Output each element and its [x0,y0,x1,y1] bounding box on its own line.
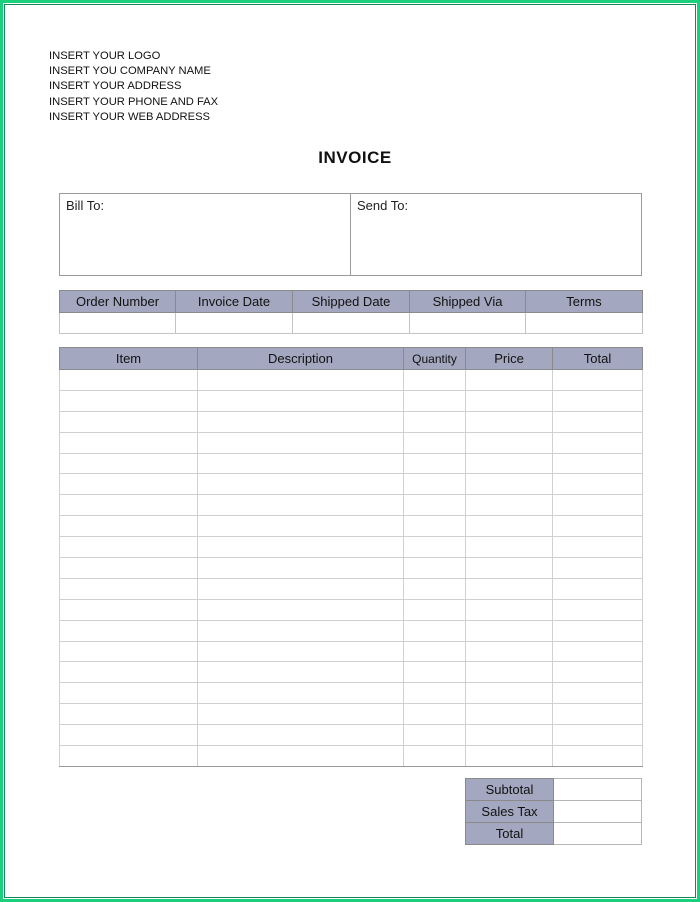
shipped-date-cell[interactable] [293,313,410,334]
shipped-date-header: Shipped Date [293,291,410,313]
totals-table [465,778,642,845]
invoice-date-header: Invoice Date [176,291,293,313]
order-info-table [59,290,643,334]
table-row [60,474,643,495]
item-cell[interactable] [60,683,198,704]
total-cell[interactable] [553,704,643,725]
quantity-cell[interactable] [404,641,466,662]
table-row [60,641,643,662]
quantity-cell[interactable] [404,620,466,641]
description-header: Description [198,348,404,370]
quantity-cell[interactable] [404,474,466,495]
item-cell[interactable] [60,495,198,516]
price-cell[interactable] [466,390,553,411]
description-cell[interactable] [198,474,404,495]
description-cell[interactable] [198,537,404,558]
item-cell[interactable] [60,704,198,725]
price-cell[interactable] [466,620,553,641]
quantity-header: Quantity [404,348,466,370]
terms-cell[interactable] [526,313,643,334]
company-name-placeholder: INSERT YOU COMPANY NAME [49,65,211,78]
item-cell[interactable] [60,453,198,474]
total-cell[interactable] [553,725,643,746]
table-row [60,516,643,537]
item-cell[interactable] [60,474,198,495]
total-cell[interactable] [553,662,643,683]
order-number-cell[interactable] [60,313,176,334]
quantity-cell[interactable] [404,558,466,579]
description-cell[interactable] [198,578,404,599]
description-cell[interactable] [198,516,404,537]
item-cell[interactable] [60,516,198,537]
total-row [466,823,642,845]
price-cell[interactable] [466,704,553,725]
total-cell[interactable] [553,495,643,516]
price-header: Price [466,348,553,370]
items-body [60,370,643,767]
description-cell[interactable] [198,620,404,641]
price-cell[interactable] [466,662,553,683]
address-box [59,193,642,276]
item-cell[interactable] [60,558,198,579]
price-cell[interactable] [466,558,553,579]
price-cell[interactable] [466,537,553,558]
quantity-cell[interactable] [404,725,466,746]
item-cell[interactable] [60,599,198,620]
table-row [60,662,643,683]
table-row [60,746,643,767]
table-row [60,537,643,558]
subtotal-label: Subtotal [466,779,554,801]
price-cell[interactable] [466,453,553,474]
item-header: Item [60,348,198,370]
total-cell[interactable] [553,474,643,495]
items-header-row [60,348,643,370]
terms-header: Terms [526,291,643,313]
description-cell[interactable] [198,599,404,620]
description-cell[interactable] [198,370,404,391]
description-cell[interactable] [198,390,404,411]
item-cell[interactable] [60,746,198,767]
item-cell[interactable] [60,432,198,453]
description-cell[interactable] [198,432,404,453]
quantity-cell[interactable] [404,704,466,725]
send-to-label: Send To: [357,198,409,213]
description-cell[interactable] [198,725,404,746]
subtotal-row [466,779,642,801]
total-cell[interactable] [553,683,643,704]
total-value[interactable] [554,823,642,845]
bill-to-field[interactable] [60,194,350,275]
price-cell[interactable] [466,370,553,391]
total-header: Total [553,348,643,370]
total-label: Total [466,823,554,845]
price-cell[interactable] [466,725,553,746]
table-row [60,453,643,474]
item-cell[interactable] [60,411,198,432]
total-cell[interactable] [553,558,643,579]
quantity-cell[interactable] [404,495,466,516]
bill-to-label: Bill To: [66,198,105,213]
line-items-table [59,347,643,767]
total-cell[interactable] [553,599,643,620]
company-web-placeholder: INSERT YOUR WEB ADDRESS [49,110,211,123]
quantity-cell[interactable] [404,537,466,558]
quantity-cell[interactable] [404,411,466,432]
table-row [60,390,643,411]
quantity-cell[interactable] [404,516,466,537]
price-cell[interactable] [466,683,553,704]
item-cell[interactable] [60,537,198,558]
total-cell[interactable] [553,390,643,411]
sales-tax-value[interactable] [554,801,642,823]
table-row [60,725,643,746]
table-row [60,558,643,579]
price-cell[interactable] [466,746,553,767]
description-cell[interactable] [198,662,404,683]
quantity-cell[interactable] [404,599,466,620]
invoice-title: INVOICE [318,148,392,167]
quantity-cell[interactable] [404,432,466,453]
description-cell[interactable] [198,704,404,725]
item-cell[interactable] [60,641,198,662]
total-cell[interactable] [553,641,643,662]
price-cell[interactable] [466,641,553,662]
table-row [60,683,643,704]
sales-tax-label: Sales Tax [466,801,554,823]
item-cell[interactable] [60,725,198,746]
table-row [60,578,643,599]
quantity-cell[interactable] [404,683,466,704]
total-cell[interactable] [553,370,643,391]
subtotal-value[interactable] [554,779,642,801]
description-cell[interactable] [198,558,404,579]
total-cell[interactable] [553,537,643,558]
quantity-cell[interactable] [404,453,466,474]
quantity-cell[interactable] [404,662,466,683]
description-cell[interactable] [198,641,404,662]
order-input-row [60,313,643,334]
item-cell[interactable] [60,662,198,683]
description-cell[interactable] [198,683,404,704]
total-cell[interactable] [553,516,643,537]
total-cell[interactable] [553,578,643,599]
price-cell[interactable] [466,599,553,620]
quantity-cell[interactable] [404,390,466,411]
table-row [60,495,643,516]
order-number-header: Order Number [60,291,176,313]
price-cell[interactable] [466,495,553,516]
total-cell[interactable] [553,620,643,641]
description-cell[interactable] [198,495,404,516]
total-cell[interactable] [553,432,643,453]
order-header-row [60,291,643,313]
company-logo-placeholder: INSERT YOUR LOGO [49,50,161,62]
table-row [60,432,643,453]
table-row [60,599,643,620]
table-row [60,370,643,391]
item-cell[interactable] [60,620,198,641]
company-info [49,49,218,125]
item-cell[interactable] [60,390,198,411]
price-cell[interactable] [466,432,553,453]
description-cell[interactable] [198,453,404,474]
price-cell[interactable] [466,516,553,537]
item-cell[interactable] [60,370,198,391]
shipped-via-cell[interactable] [410,313,526,334]
total-cell[interactable] [553,746,643,767]
quantity-cell[interactable] [404,578,466,599]
total-cell[interactable] [553,411,643,432]
table-row [60,411,643,432]
shipped-via-header: Shipped Via [410,291,526,313]
price-cell[interactable] [466,411,553,432]
item-cell[interactable] [60,578,198,599]
invoice-date-cell[interactable] [176,313,293,334]
quantity-cell[interactable] [404,746,466,767]
description-cell[interactable] [198,411,404,432]
quantity-cell[interactable] [404,370,466,391]
table-row [60,704,643,725]
description-cell[interactable] [198,746,404,767]
sales-tax-row [466,801,642,823]
total-cell[interactable] [553,453,643,474]
price-cell[interactable] [466,474,553,495]
table-row [60,620,643,641]
send-to-field[interactable] [350,194,641,275]
company-address-placeholder: INSERT YOUR ADDRESS [49,80,182,93]
company-phone-placeholder: INSERT YOUR PHONE AND FAX [49,95,219,108]
price-cell[interactable] [466,578,553,599]
